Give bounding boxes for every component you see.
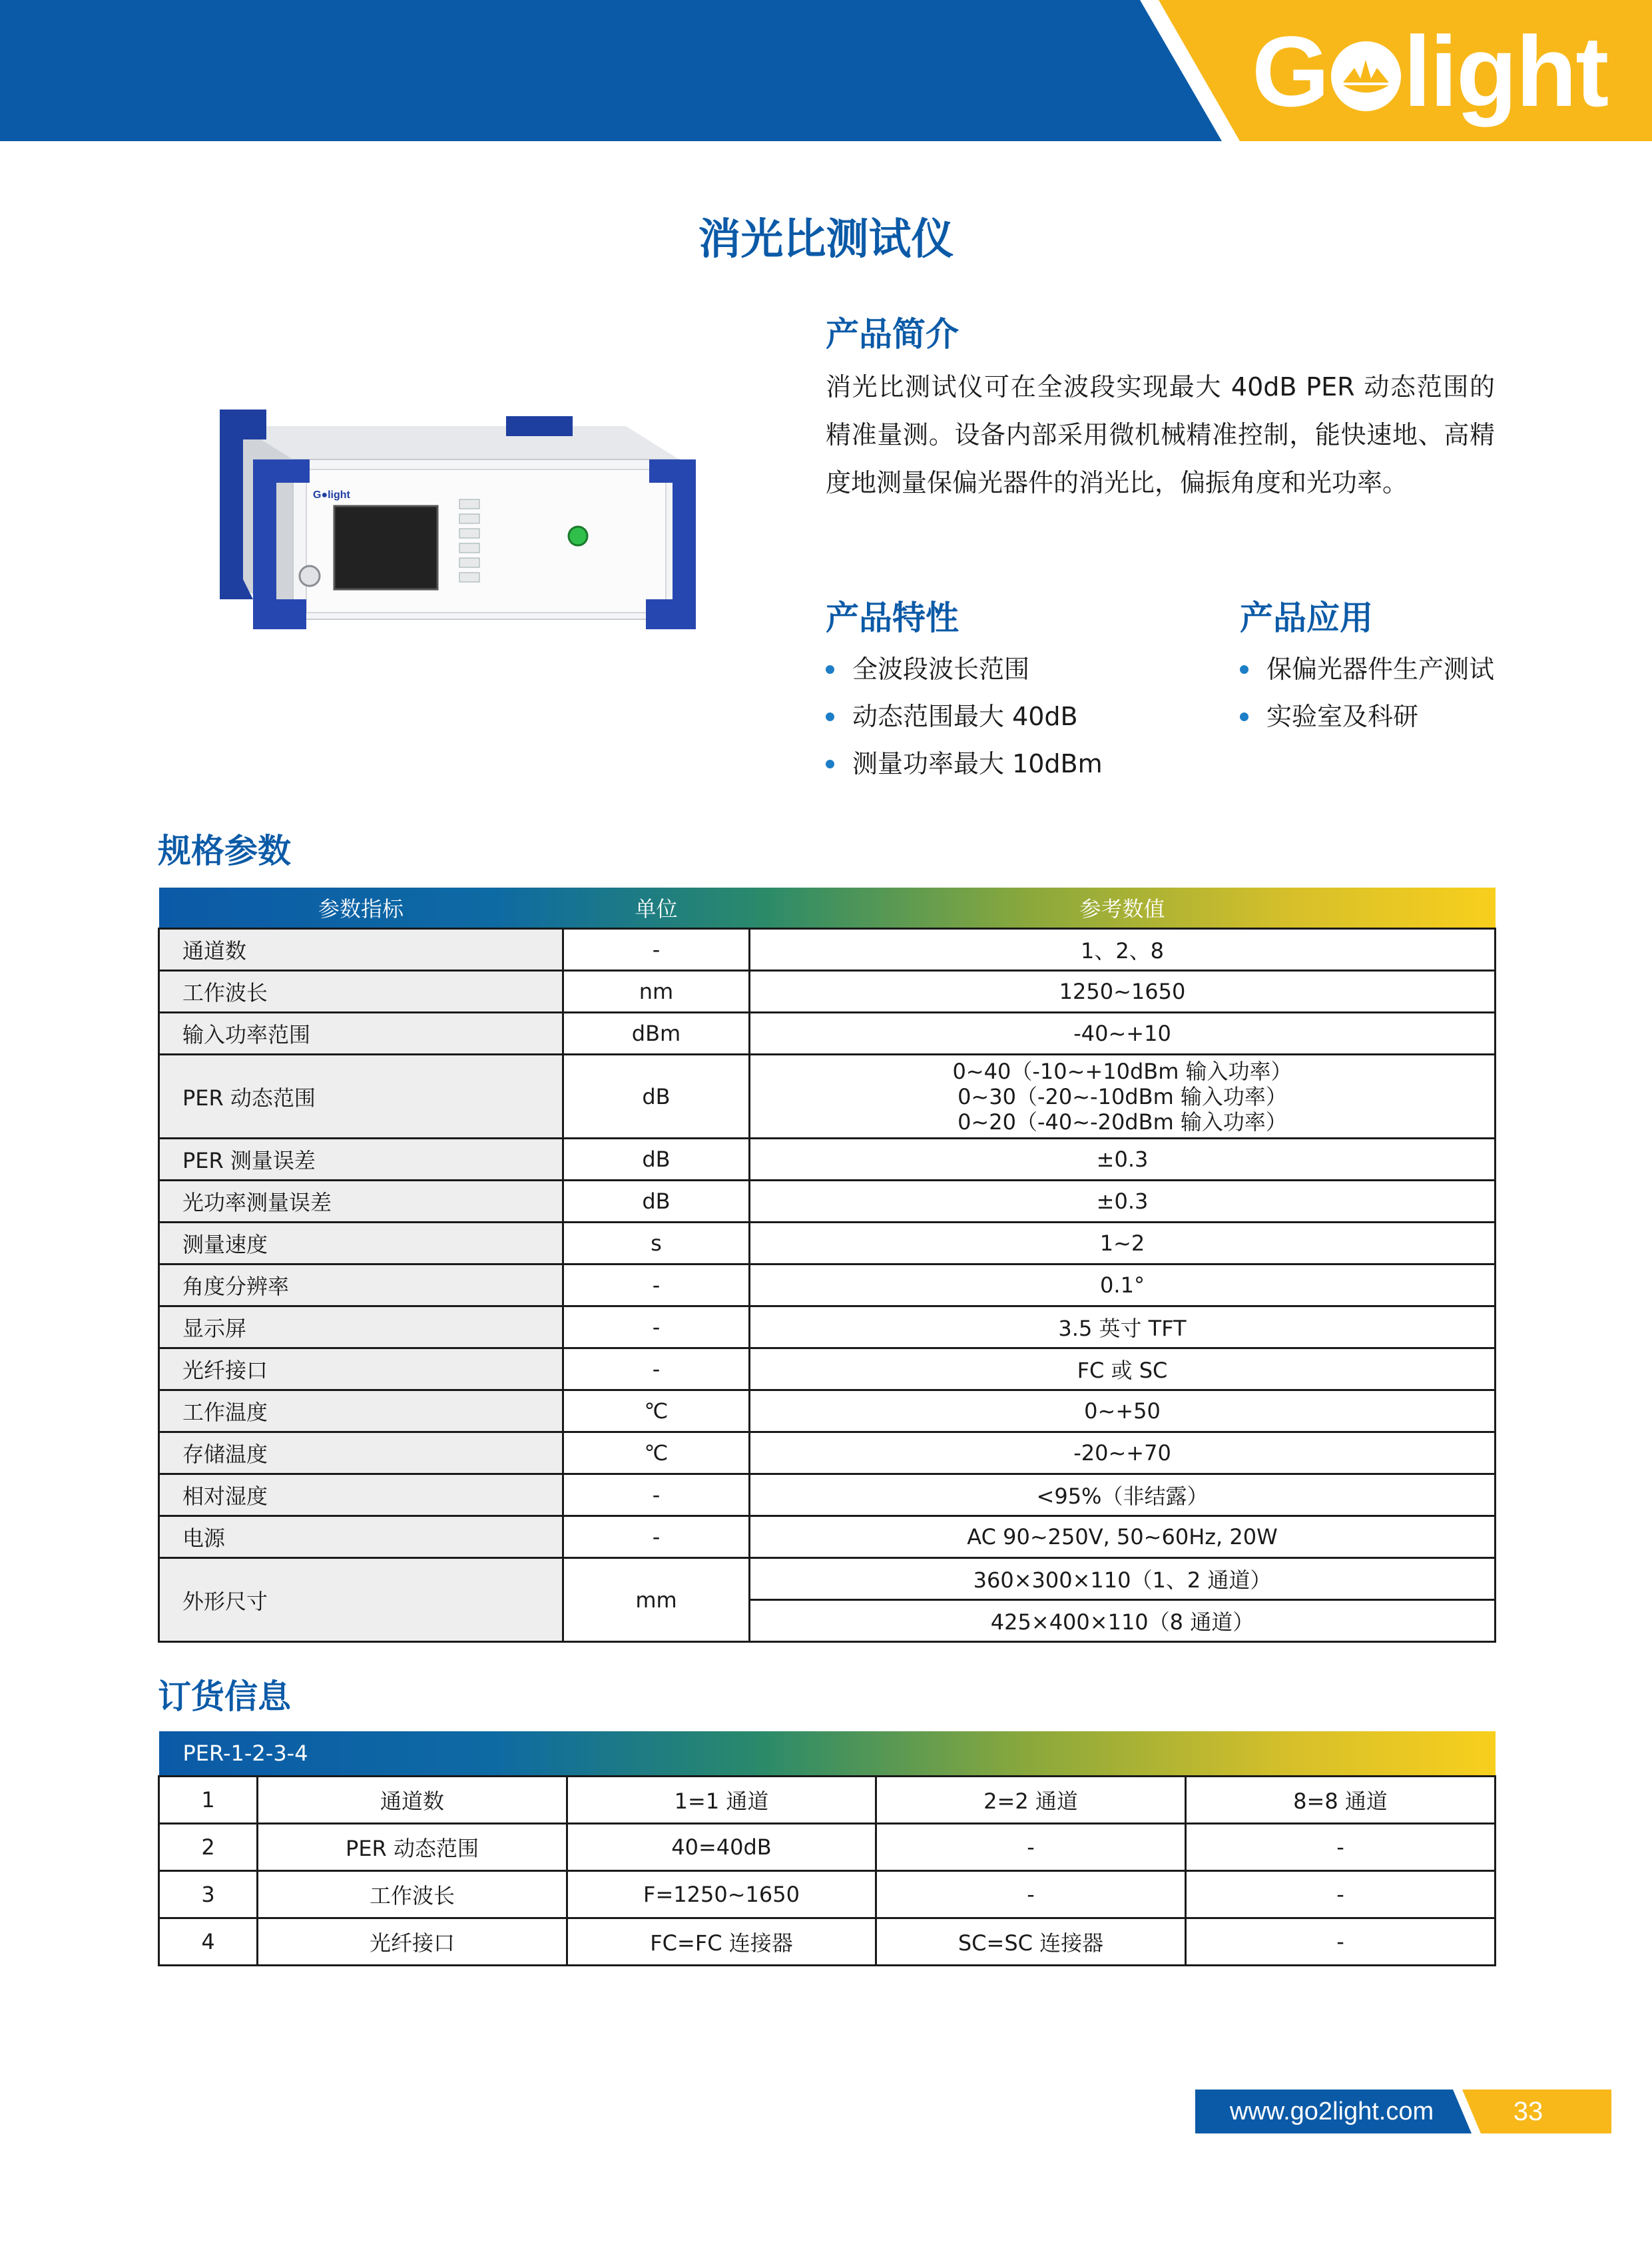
table-row: 测量速度 s 1~2: [159, 1223, 1496, 1264]
table-header-row: [159, 888, 1496, 929]
ordering-table: [158, 1731, 1496, 1966]
list-item: 测量功率最大 10dBm: [826, 740, 1199, 788]
table-row: 4 光纤接口 FC=FC 连接器 SC=SC 连接器 -: [159, 1918, 1496, 1966]
table-row: 电源 - AC 90~250V, 50~60Hz, 20W: [159, 1516, 1496, 1558]
table-row: PER 测量误差 dB ±0.3: [159, 1139, 1496, 1181]
page-title: 消光比测试仪: [698, 215, 954, 264]
ordering-heading: 订货信息: [158, 1677, 291, 1716]
column-header: 单位: [635, 896, 678, 922]
brand-logo: G light: [1252, 15, 1608, 127]
table-row: 3 工作波长 F=1250~1650 - -: [159, 1871, 1496, 1918]
table-row: 存储温度 ℃ -20~+70: [159, 1432, 1496, 1474]
column-header: 参考数值: [1079, 896, 1165, 922]
intro-text: 消光比测试仪可在全波段实现最大 40dB PER 动态范围的精准量测。设备内部采用微机械精准控制，能快速地、高精度地测量保偏光器件的消光比，偏振角度和光功率。: [826, 372, 1495, 497]
table-row: 角度分辨率 - 0.1°: [159, 1264, 1496, 1306]
features-list: [826, 646, 1199, 788]
spec-table: [158, 888, 1496, 1643]
table-row: 输入功率范围 dBm -40~+10: [159, 1013, 1496, 1055]
specs-heading: 规格参数: [158, 832, 291, 870]
list-item: 保偏光器件生产测试: [1240, 646, 1519, 693]
applications-heading: 产品应用: [1240, 599, 1373, 637]
table-row: 工作波长 nm 1250~1650: [159, 971, 1496, 1013]
features-heading: 产品特性: [826, 599, 959, 637]
table-row: 光功率测量误差 dB ±0.3: [159, 1181, 1496, 1223]
table-header-row: [159, 1731, 1496, 1777]
order-code: PER-1-2-3-4: [182, 1741, 308, 1766]
table-row: 外形尺寸 mm 360×300×110（1、2 通道）: [159, 1558, 1496, 1600]
list-item: 实验室及科研: [1240, 693, 1519, 740]
applications-list: [1240, 646, 1519, 740]
intro-heading: 产品简介: [826, 315, 959, 354]
table-row: PER 动态范围 dB 0~40（-10~+10dBm 输入功率） 0~30（-20~-10dBm 输入功率） 0~20（-40~-20dBm 输入功率）: [159, 1055, 1496, 1139]
column-header: 参数指标: [318, 896, 404, 922]
table-row: 通道数 - 1、2、8: [159, 929, 1496, 971]
logo-sun-icon: [1331, 41, 1401, 111]
page-number: 33: [1513, 2097, 1543, 2126]
table-row: 工作温度 ℃ 0~+50: [159, 1390, 1496, 1432]
svg-text:G●light: G●light: [313, 489, 350, 501]
footer-url[interactable]: www.go2light.com: [1229, 2098, 1434, 2125]
table-row: 显示屏 - 3.5 英寸 TFT: [159, 1306, 1496, 1348]
device-image: [213, 400, 706, 639]
list-item: 全波段波长范围: [826, 646, 1199, 693]
list-item: 动态范围最大 40dB: [826, 693, 1199, 740]
table-row: 光纤接口 - FC 或 SC: [159, 1348, 1496, 1390]
table-row: 相对湿度 - <95%（非结露）: [159, 1474, 1496, 1516]
table-row: 2 PER 动态范围 40=40dB - -: [159, 1824, 1496, 1871]
table-row: 1 通道数 1=1 通道 2=2 通道 8=8 通道: [159, 1777, 1496, 1824]
table-row: 425×400×110（8 通道）: [159, 1600, 1496, 1642]
